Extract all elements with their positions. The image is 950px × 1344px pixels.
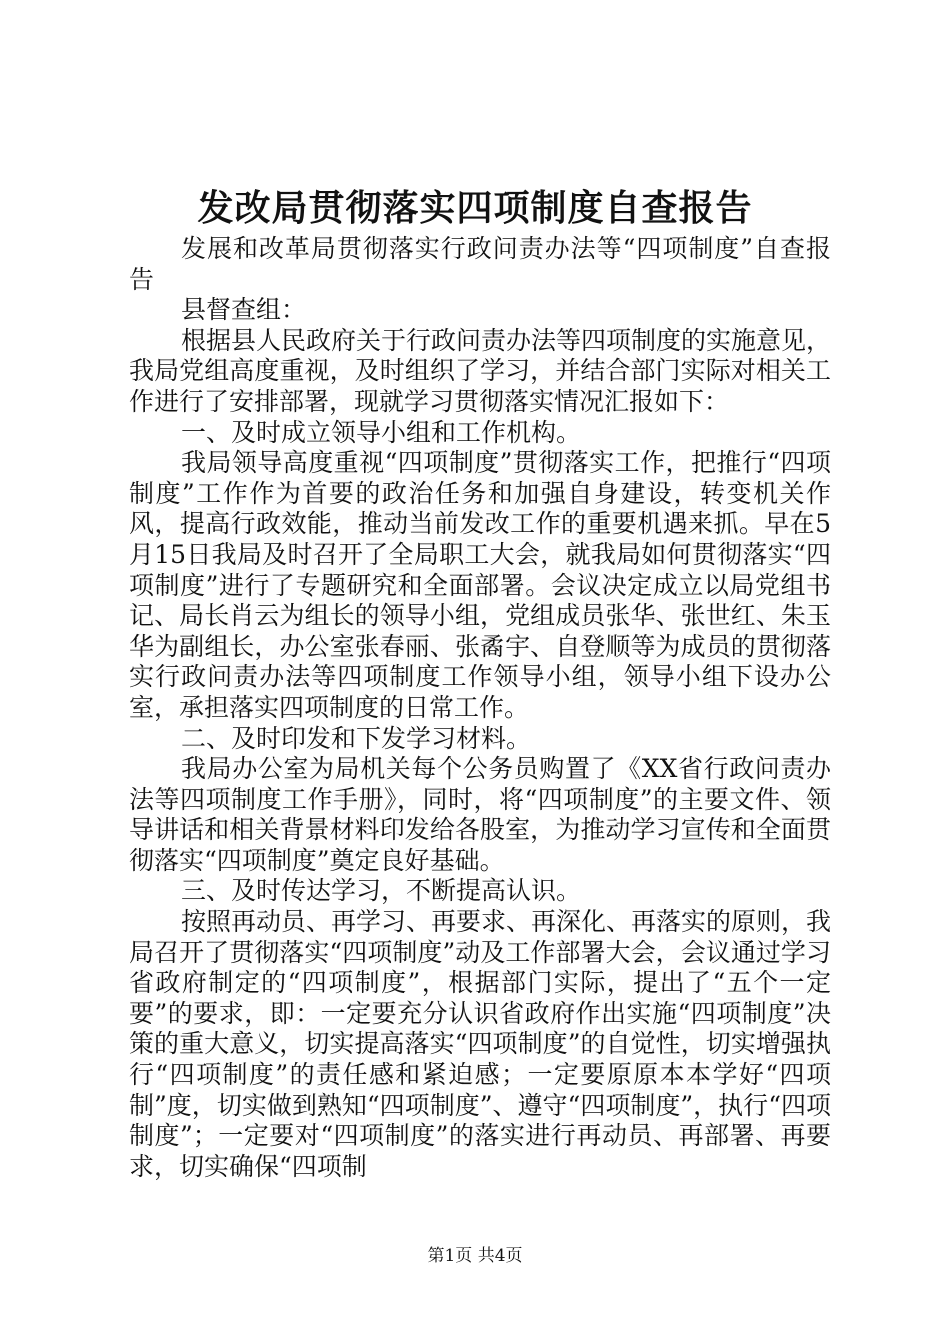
subtitle-paragraph: 发展和改革局贯彻落实行政问责办法等“四项制度”自查报告 bbox=[129, 234, 831, 294]
section-heading-1: 一、及时成立领导小组和工作机构。 bbox=[181, 417, 582, 447]
document-title: 发改局贯彻落实四项制度自查报告 bbox=[197, 187, 753, 229]
document-body bbox=[129, 234, 831, 1182]
section-paragraph-2: 我局办公室为局机关每个公务员购置了《XX省行政问责办法等四项制度工作手册》，同时，将“四项制度”的主要文件、领导讲话和相关背景材料印发给各股室，为推动学习宣传和全面贯彻落实“四项制度”奠定良好基础。 bbox=[129, 754, 831, 875]
section-paragraph-1: 我局领导高度重视“四项制度”贯彻落实工作，把推行“四项制度”工作作为首要的政治任务和加强自身建设，转变机关作风，提高行政效能，推动当前发改工作的重要机遇来抓。早在5月15日我局及时召开了全局职工大会，就我局如何贯彻落实“四项制度”进行了专题研究和全面部署。会议决定成立以局党组书记、局长肖云为组长的领导小组，党组成员张华、张世红、朱玉华为副组长，办公室张春丽、张矞宇、自登顺等为成员的贯彻落实行政问责办法等四项制度工作领导小组，领导小组下设办公室，承担落实四项制度的日常工作。 bbox=[129, 448, 831, 722]
section-paragraph-3: 按照再动员、再学习、再要求、再深化、再落实的原则，我局召开了贯彻落实“四项制度”动及工作部署大会，会议通过学习省政府制定的“四项制度”，根据部门实际，提出了“五个一定要”的要求，即：一定要充分认识省政府作出实施“四项制度”决策的重大意义，切实提高落实“四项制度”的自觉性，切实增强执行“四项制度”的责任感和紧迫感；一定要原原本本学好“四项制”度，切实做到熟知“四项制度”、遵守“四项制度”，执行“四项制度”；一定要对“四项制度”的落实进行再动员、再部署、再要求，切实确保“四项制 bbox=[129, 907, 832, 1181]
intro-paragraph: 根据县人民政府关于行政问责办法等四项制度的实施意见，我局党组高度重视，及时组织了学习，并结合部门实际对相关工作进行了安排部署，现就学习贯彻落实情况汇报如下： bbox=[129, 325, 832, 416]
section-heading-3: 三、及时传达学习，不断提高认识。 bbox=[181, 876, 582, 906]
salutation-paragraph: 县督查组： bbox=[181, 295, 307, 325]
section-heading-2: 二、及时印发和下发学习材料。 bbox=[181, 723, 532, 753]
page-footer: 第1页 共4页 bbox=[427, 1246, 523, 1266]
